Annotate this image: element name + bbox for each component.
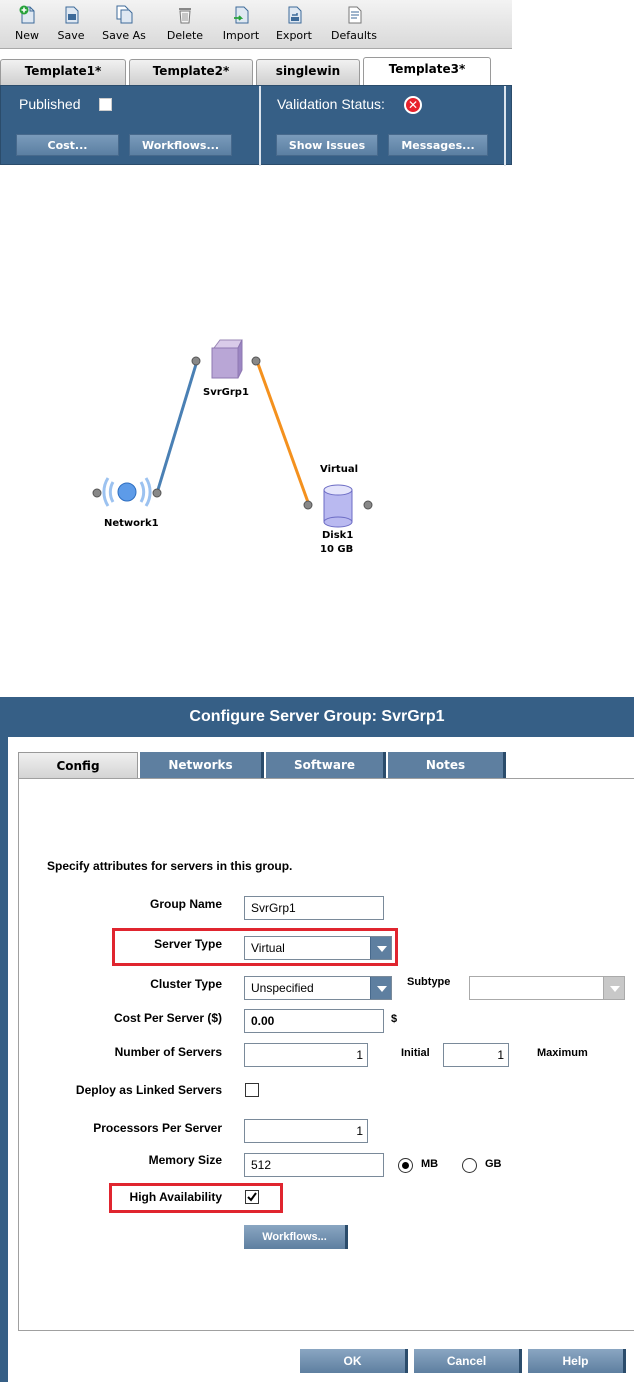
network-icon xyxy=(104,478,150,506)
maximum-label: Maximum xyxy=(537,1047,588,1059)
chevron-down-icon[interactable] xyxy=(370,976,392,1000)
num-initial-value: 1 xyxy=(356,1048,363,1062)
published-label: Published xyxy=(19,96,81,112)
defaults-button[interactable]: Defaults xyxy=(327,4,381,46)
memory-size-label: Memory Size xyxy=(148,1153,222,1167)
show-issues-button[interactable]: Show Issues xyxy=(276,134,378,156)
server-icon xyxy=(212,340,242,378)
network-label: Network1 xyxy=(104,518,159,529)
import-icon xyxy=(231,4,251,25)
disk-type-label: Virtual xyxy=(320,464,358,475)
chevron-down-icon[interactable] xyxy=(370,936,392,960)
tab-singlewin[interactable]: singlewin xyxy=(256,59,360,85)
processors-value: 1 xyxy=(356,1124,363,1138)
linked-servers-label: Deploy as Linked Servers xyxy=(75,1083,222,1097)
disk-name-label: Disk1 xyxy=(322,530,354,541)
template-info-panel xyxy=(0,85,512,165)
cluster-type-value: Unspecified xyxy=(251,981,314,995)
ok-button[interactable]: OK xyxy=(300,1349,408,1373)
config-panel xyxy=(18,778,634,1331)
new-document-icon xyxy=(17,4,37,25)
template-tabbar xyxy=(0,49,512,85)
messages-button[interactable]: Messages... xyxy=(388,134,488,156)
tab-config[interactable]: Config xyxy=(18,752,138,778)
disk-link[interactable] xyxy=(257,361,309,505)
chevron-down-icon xyxy=(603,976,625,1000)
server-type-label: Server Type xyxy=(154,937,222,951)
dialog-workflows-button[interactable]: Workflows... xyxy=(244,1225,348,1249)
new-button[interactable]: New xyxy=(12,4,42,46)
num-servers-label: Number of Servers xyxy=(114,1045,222,1059)
tab-template2[interactable]: Template2* xyxy=(129,59,253,85)
memory-mb-radio[interactable] xyxy=(398,1158,413,1173)
export-icon xyxy=(284,4,304,25)
disk-size-label: 10 GB xyxy=(320,544,354,555)
server-type-value: Virtual xyxy=(251,941,285,955)
toolbar xyxy=(0,0,512,49)
disk-icon xyxy=(324,485,352,527)
mb-label: MB xyxy=(421,1158,439,1170)
tab-networks[interactable]: Networks xyxy=(140,752,264,778)
tab-template3[interactable]: Template3* xyxy=(363,57,491,85)
save-as-button[interactable]: Save As xyxy=(100,4,148,46)
save-icon xyxy=(61,4,81,25)
initial-label: Initial xyxy=(401,1047,430,1059)
num-initial-input[interactable] xyxy=(244,1043,368,1067)
num-max-value: 1 xyxy=(497,1048,504,1062)
memory-gb-radio[interactable] xyxy=(462,1158,477,1173)
cost-input[interactable]: 0.00 xyxy=(244,1009,384,1033)
configure-server-group-dialog xyxy=(0,697,634,1382)
memory-size-input[interactable]: 512 xyxy=(244,1153,384,1177)
tab-software[interactable]: Software xyxy=(266,752,386,778)
linked-servers-checkbox[interactable] xyxy=(245,1083,259,1097)
cost-unit: $ xyxy=(391,1013,398,1025)
cluster-type-select[interactable] xyxy=(244,976,392,1000)
dialog-body xyxy=(8,737,634,1382)
cancel-button[interactable]: Cancel xyxy=(414,1349,522,1373)
instructions-text: Specify attributes for servers in this group. xyxy=(47,859,293,873)
server-group-node[interactable] xyxy=(192,340,260,378)
panel-divider-right xyxy=(504,86,506,166)
network-link[interactable] xyxy=(157,361,197,493)
validation-status-label: Validation Status: xyxy=(277,96,385,112)
cluster-type-label: Cluster Type xyxy=(150,977,222,991)
high-availability-label: High Availability xyxy=(129,1190,222,1204)
save-as-icon xyxy=(114,4,134,25)
defaults-icon xyxy=(344,4,364,25)
subtype-label: Subtype xyxy=(407,976,451,988)
export-button[interactable]: Export xyxy=(274,4,314,46)
trash-icon xyxy=(175,4,195,25)
delete-button[interactable]: Delete xyxy=(165,4,205,46)
processors-input[interactable] xyxy=(244,1119,368,1143)
panel-divider xyxy=(259,86,261,166)
error-icon[interactable]: ✕ xyxy=(404,96,422,114)
help-button[interactable]: Help xyxy=(528,1349,626,1373)
import-button[interactable]: Import xyxy=(221,4,261,46)
gb-label: GB xyxy=(485,1158,502,1170)
tab-template1[interactable]: Template1* xyxy=(0,59,126,85)
num-max-input[interactable] xyxy=(443,1043,509,1067)
checkmark-icon xyxy=(246,1191,258,1203)
server-group-label: SvrGrp1 xyxy=(203,387,249,398)
tab-notes[interactable]: Notes xyxy=(388,752,506,778)
topology-canvas xyxy=(0,170,634,690)
published-checkbox[interactable] xyxy=(99,98,112,111)
network-node[interactable] xyxy=(93,478,161,506)
high-availability-checkbox[interactable] xyxy=(245,1190,259,1204)
cost-button[interactable]: Cost... xyxy=(16,134,119,156)
workflows-button[interactable]: Workflows... xyxy=(129,134,232,156)
dialog-title: Configure Server Group: SvrGrp1 xyxy=(189,708,445,725)
group-name-label: Group Name xyxy=(149,897,222,911)
subtype-select[interactable] xyxy=(469,976,625,1000)
group-name-input[interactable]: SvrGrp1 xyxy=(244,896,384,920)
processors-label: Processors Per Server xyxy=(93,1121,222,1135)
server-type-select[interactable] xyxy=(244,936,392,960)
cost-label: Cost Per Server ($) xyxy=(113,1011,222,1025)
save-button[interactable]: Save xyxy=(54,4,88,46)
disk-node[interactable] xyxy=(304,485,372,527)
